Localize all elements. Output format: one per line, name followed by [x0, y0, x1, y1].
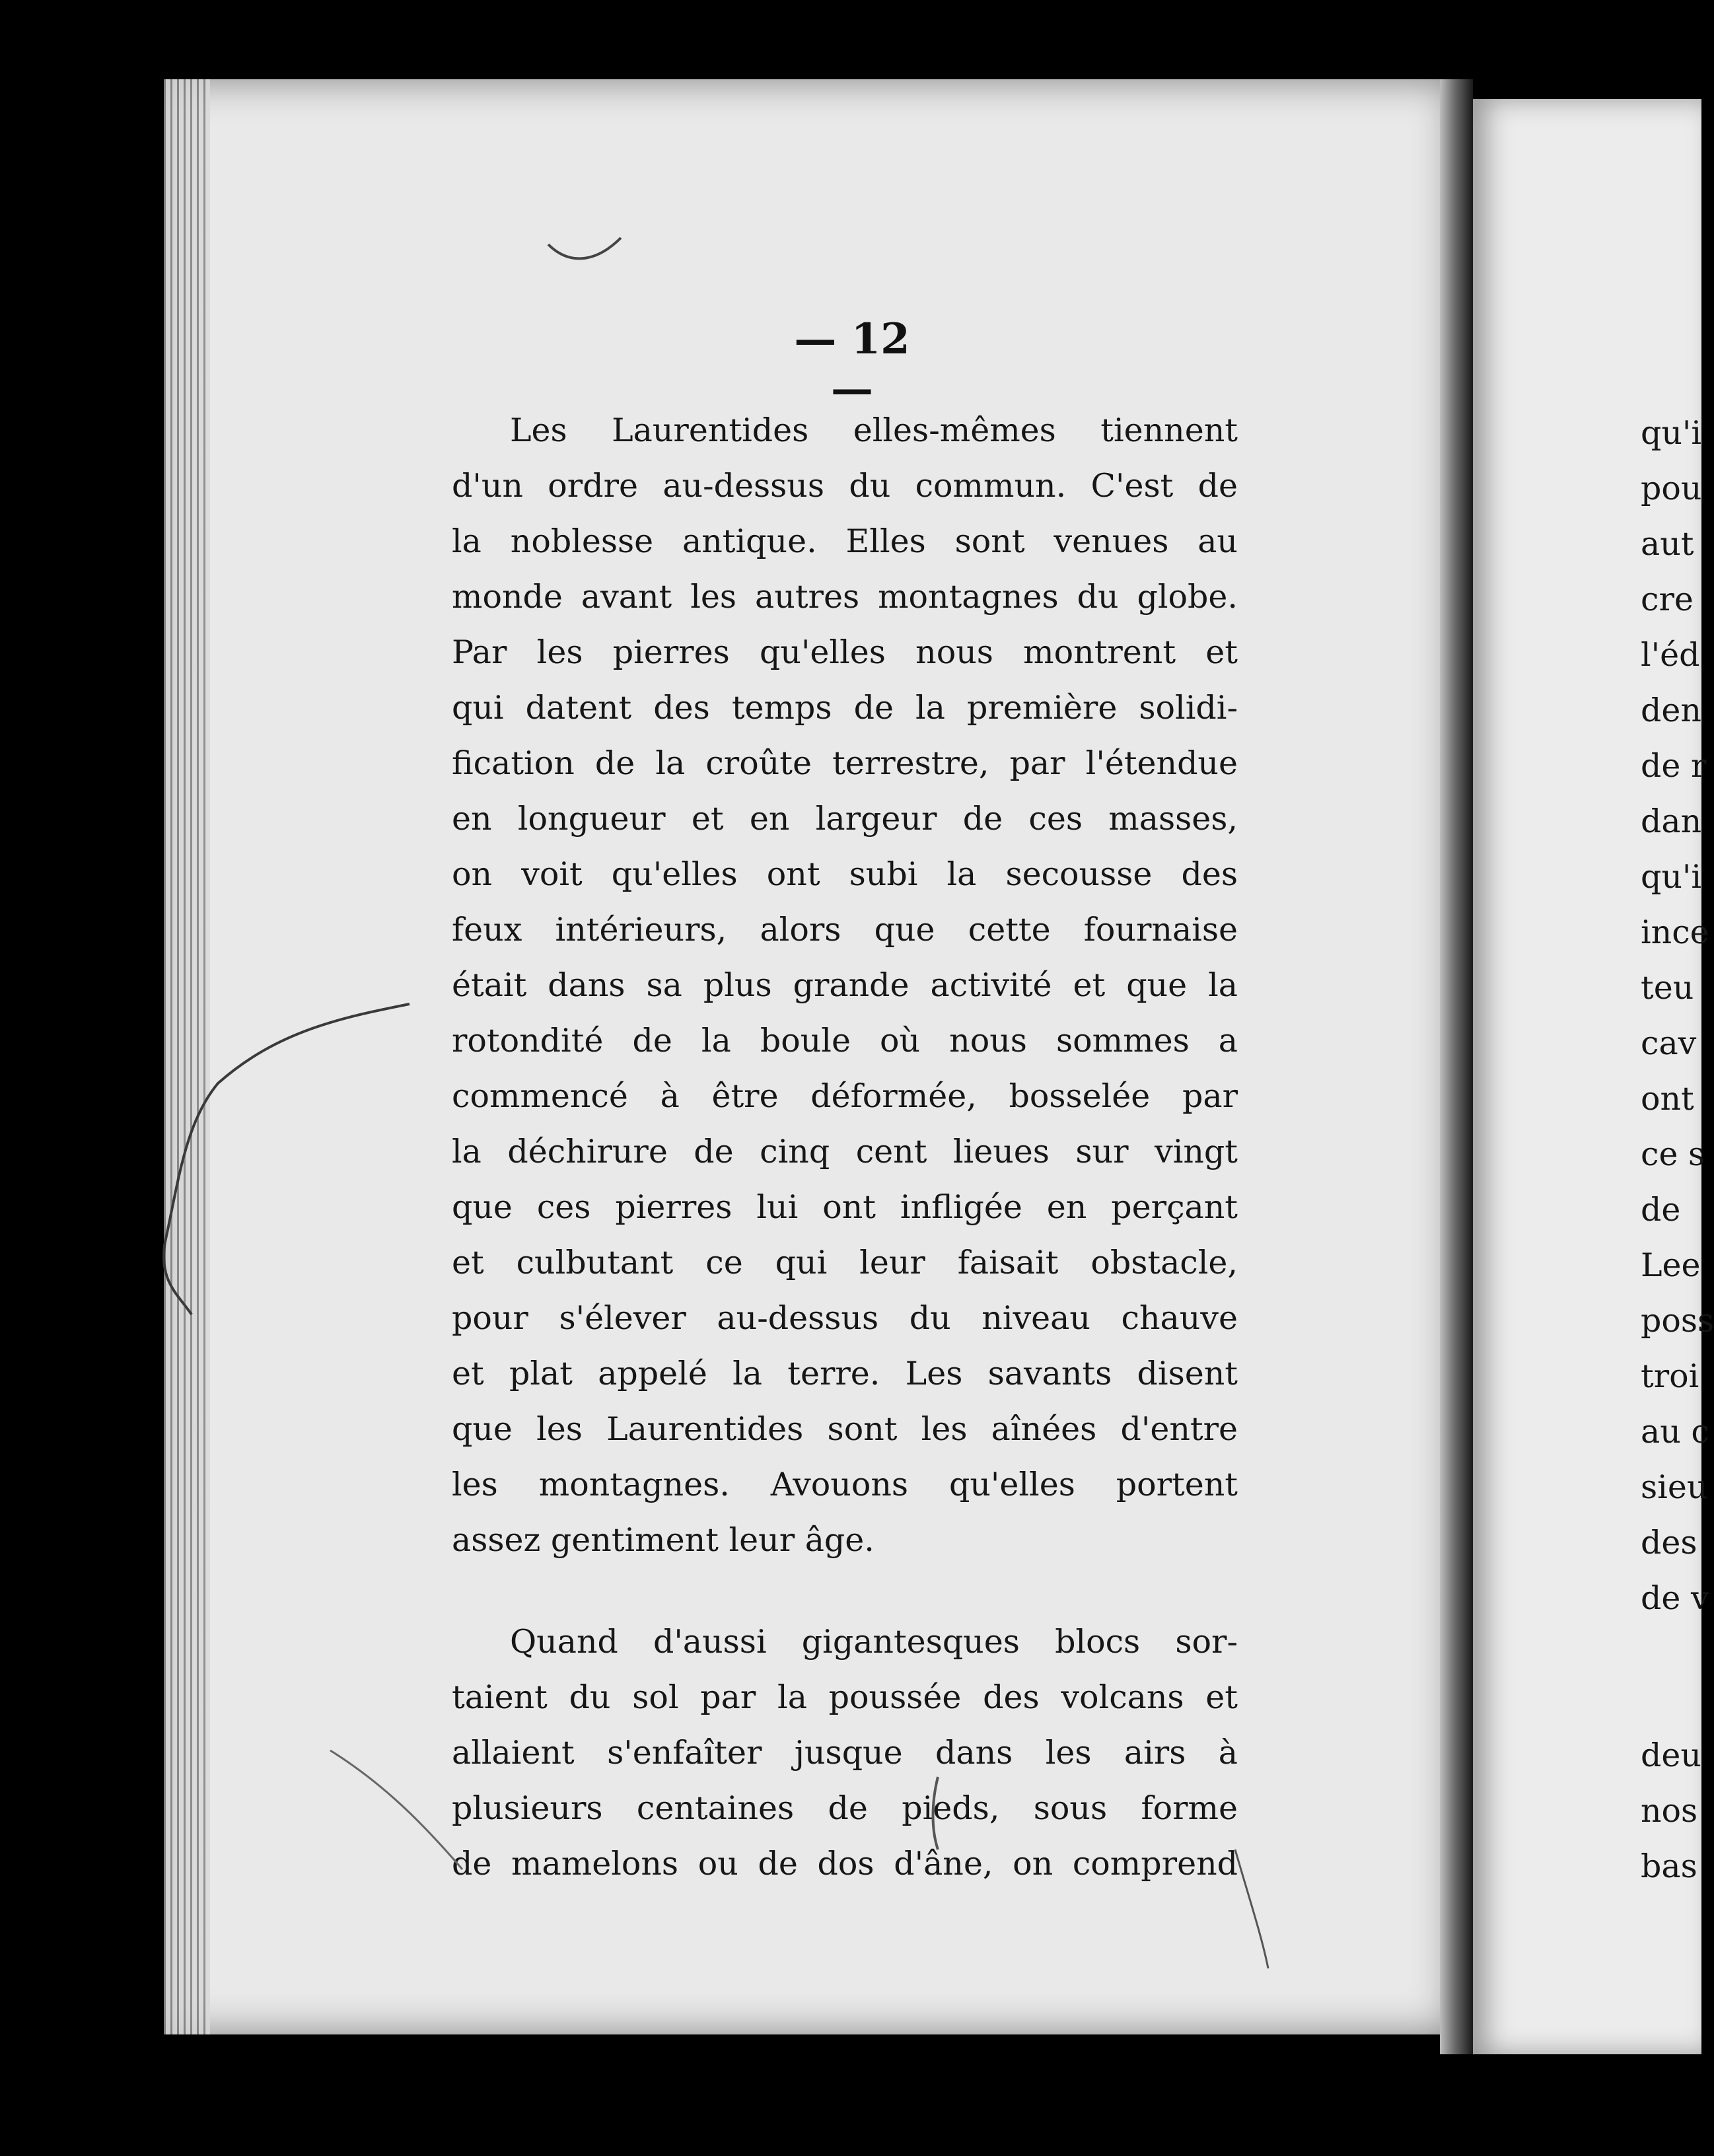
text-fragment: teu — [1641, 969, 1694, 1007]
text-line: que les Laurentides sont les aînées d'entre — [452, 1410, 1238, 1448]
left-page-text — [452, 403, 1238, 1892]
text-line: pour s'élever au-dessus du niveau chauve — [452, 1299, 1238, 1337]
book-gutter — [1440, 79, 1473, 2054]
right-page-text — [1641, 406, 1714, 1894]
text-line: on voit qu'elles ont subi la secousse des — [452, 855, 1238, 893]
text-line: et culbutant ce qui leur faisait obstacle, — [452, 1244, 1238, 1281]
text-fragment: dan — [1641, 803, 1702, 840]
text-line: Par les pierres qu'elles nous montrent et — [452, 633, 1238, 671]
page-number: — 12 — — [794, 314, 910, 413]
text-fragment: des — [1641, 1524, 1697, 1562]
paragraph-2 — [452, 1614, 1238, 1892]
text-line: monde avant les autres montagnes du globe. — [452, 578, 1238, 616]
text-line: taient du sol par la poussée des volcans et — [452, 1678, 1238, 1716]
text-fragment: qu'i — [1641, 414, 1702, 452]
text-fragment: qu'i — [1641, 858, 1702, 896]
text-line: la noblesse antique. Elles sont venues au — [452, 522, 1238, 560]
text-line: en longueur et en largeur de ces masses, — [452, 800, 1238, 838]
text-fragment: nos — [1641, 1792, 1698, 1830]
text-fragment: cre — [1641, 581, 1694, 618]
text-line: de mamelons ou de dos d'âne, on comprend — [452, 1845, 1238, 1883]
paragraph-gap — [452, 1568, 1238, 1614]
text-fragment: Lee — [1641, 1246, 1701, 1284]
text-line: commencé à être déformée, bosselée par — [452, 1077, 1238, 1115]
text-fragment: cav — [1641, 1024, 1697, 1062]
text-line: et plat appelé la terre. Les savants disent — [452, 1355, 1238, 1392]
text-fragment: ont — [1641, 1080, 1694, 1118]
text-fragment: de v — [1641, 1579, 1709, 1617]
text-fragment: l'éd — [1641, 636, 1700, 674]
text-fragment: deu — [1641, 1737, 1701, 1774]
fragment-gap — [1641, 1626, 1701, 1728]
text-line: Quand d'aussi gigantesques blocs sor- — [510, 1623, 1238, 1661]
text-line: la déchirure de cinq cent lieues sur vingt — [452, 1133, 1238, 1170]
text-line: plusieurs centaines de pieds, sous forme — [452, 1789, 1238, 1827]
page-edges — [164, 79, 210, 2034]
text-fragment: de — [1641, 1191, 1681, 1229]
text-fragment: pou — [1641, 470, 1702, 507]
text-line: les montagnes. Avouons qu'elles portent — [452, 1466, 1238, 1503]
text-fragment: ince — [1641, 914, 1709, 951]
text-line: assez gentiment leur âge. — [452, 1521, 875, 1559]
text-line: était dans sa plus grande activité et que la — [452, 966, 1238, 1004]
text-fragment: au c — [1641, 1413, 1709, 1451]
text-line: fication de la croûte terrestre, par l'étendue — [452, 744, 1238, 782]
text-fragment: bas — [1641, 1848, 1697, 1885]
text-line: Les Laurentides elles-mêmes tiennent — [510, 412, 1238, 449]
text-line: rotondité de la boule où nous sommes a — [452, 1022, 1238, 1060]
text-fragment: den — [1641, 692, 1701, 729]
text-fragment: ce s — [1641, 1135, 1705, 1173]
text-fragment: poss — [1641, 1302, 1714, 1340]
paragraph-1 — [452, 403, 1238, 1568]
text-fragment: de r — [1641, 747, 1707, 785]
text-fragment: troi — [1641, 1357, 1699, 1395]
text-line: d'un ordre au-dessus du commun. C'est de — [452, 467, 1238, 505]
text-line: feux intérieurs, alors que cette fournaise — [452, 911, 1238, 949]
text-line: qui datent des temps de la première solidi- — [452, 689, 1238, 727]
text-fragment: aut — [1641, 525, 1694, 563]
text-fragment: sieu — [1641, 1468, 1708, 1506]
text-line: que ces pierres lui ont infligée en perçant — [452, 1188, 1238, 1226]
text-line: allaient s'enfaîter jusque dans les airs à — [452, 1734, 1238, 1772]
